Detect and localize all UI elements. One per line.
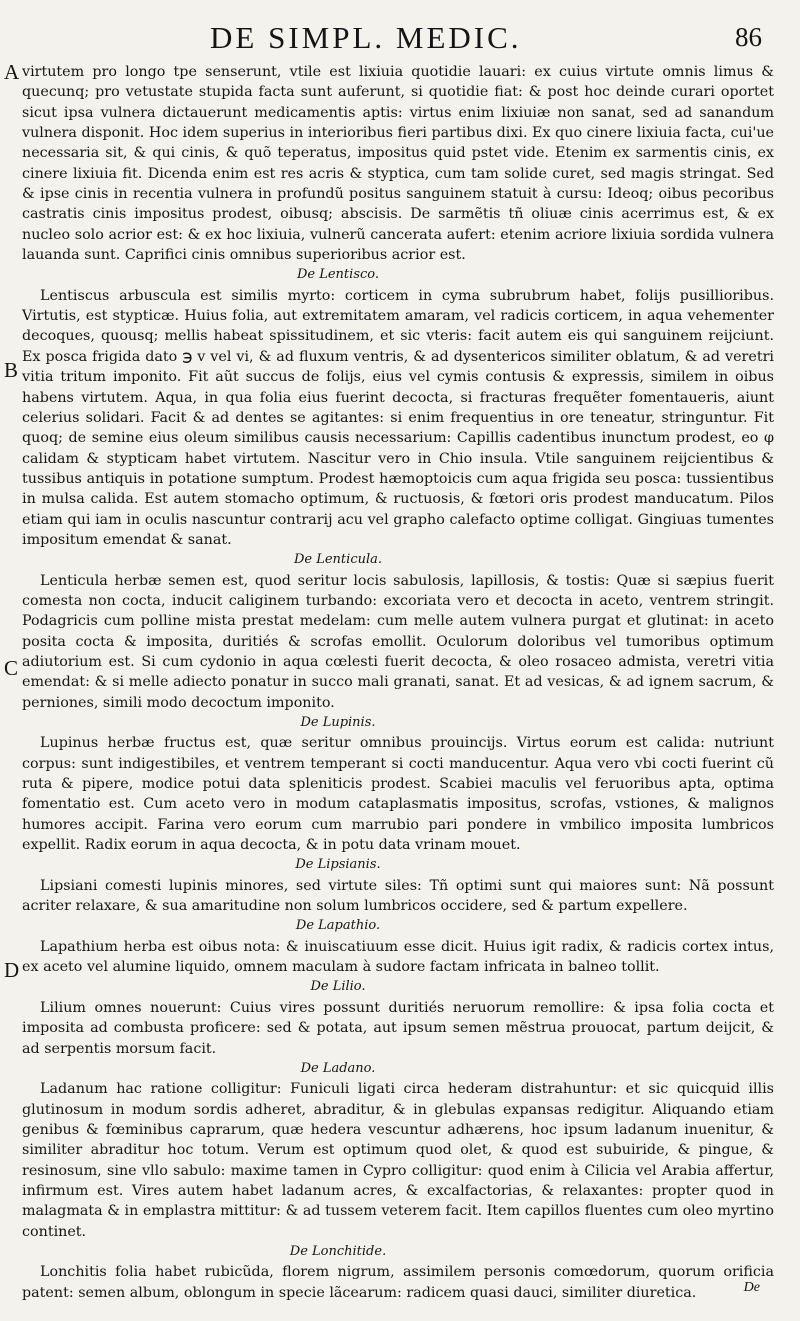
entry-lupinis xyxy=(22,713,774,855)
entry-lenticula xyxy=(22,550,774,713)
entry-heading: De Lipsianis. xyxy=(295,857,381,873)
entry-text: Lentiscus arbuscula est similis myrto: corticem in cyma subrubrum habet, folijs pusillioribus. Virtutis, est stypticæ. Huius folia, aut extremitatem amaram, vel radicis corticem, in aqua vehementer decoques, quousq; mellis habeat spissitudinem, et sic vteris: facit autem eis qui sanguinem reijciunt. Ex posca frigida dato ℈ v vel vi, & ad fluxum ventris, & ad dysentericos similiter oblatum, & ad veretri vitia tritum imponito. Fit aũt succus de folijs, eius vel cymis contusis & expressis, similem in oibus habens virtutem. Aqua, in qua folia eius fuerint decocta, si fracturas frequẽter fomentaueris, aiunt celerius solidari. Facit & ad dentes se agitantes: si enim frequentius in ore teneatur, stringuntur. Fit quoq; de semine eius oleum similibus causis necessarium: Capillis cadentibus inunctum prodest, eo φ calidam & stypticam habet virtutem. Nascitur vero in Chio insula. Vtile sanguinem reijcientibus & tussibus antiquis in potatione sumptum. Prodest hæmoptoicis cum aqua frigida seu posca: tussientibus in mulsa calida. Est autem stomacho optimum, & ructuosis, & fœtori oris prodest manducatum. Pilos etiam qui iam in oculis nascuntur contrarij acu vel grapho calefacto optime colligat. Gingiuas tumentes impositum emendat & sanat. xyxy=(22,287,774,548)
entry-lonchitide xyxy=(22,1242,774,1303)
entry-text: Lenticula herbæ semen est, quod seritur locis sabulosis, lapillosis, & tostis: Quæ si sæpius fuerit comesta non cocta, inducit caliginem turbando: excoriata vero et decocta in aceto, ventrem stringit. Podagricis cum polline mista prestat medelam: cum melle autem vulnera purgat et glutinat: in aceto posita cocta & imposita, duritiés & scrofas emollit. Oculorum doloribus vel tumoribus optimum adiutorium est. Si cum cydonio in aqua cœlesti fuerit decocta, & oleo rosaceo admista, veretri vitia emendat: & si melle adiecto ponatur in succo mali granati, sanat. Et ad vesicas, & ad ignem sacrum, & perniones, simili modo decoctum imponito. xyxy=(22,572,774,711)
entry-text: Lupinus herbæ fructus est, quæ seritur omnibus prouincijs. Virtus eorum est calida: nutriunt corpus: sunt indigestibiles, et ventrem temperant si cocti manducentur. Aqua vero vbi cocti fuerint cũ ruta & pipere, modice potui data spleniticis prodest. Scabiei maculis vel feruoribus apta, optima fomentatio est. Cum aceto vero in modum cataplasmatis impositus, scrofas, vstiones, & malignos humores accipit. Farina vero eorum cum marrubio pari pondere in vmbilico imposita lumbricos expellit. Radix eorum in aqua decocta, & in potu data vrinam mouet. xyxy=(22,735,774,854)
catchword: De xyxy=(743,1280,760,1295)
entry-heading: De Lilio. xyxy=(310,979,366,995)
entry-lilio xyxy=(22,977,774,1058)
margin-letter-a: A xyxy=(4,60,20,84)
entry-ladano xyxy=(22,1059,774,1242)
entry-heading: De Lenticula. xyxy=(293,552,383,568)
entry-text: virtutem pro longo tpe senserunt, vtile est lixiuia quotidie lauari: ex cuius virtute omnis limus & quecunq; pro vetustate stupida facta sunt auferunt, si quotidie fiat: & post hoc deinde curari oportet sicut ipsa vulnera dictauerunt medicamentis aptis: virtus enim lixiuiæ non sanat, sed ad sanandum vulnera disponit. Hoc idem superius in interioribus fieri partibus dixi. Ex quo cinere lixiuia facta, cui'ue necessaria sit, & qui cinis, & quõ teperatus, impositus quid pstet vide. Etenim ex sarmentis cinis, ex cinere lixiuia fit. Dicenda enim est res acris & styptica, cum tam solide curet, sed magis stringat. Sed & ipse cinis in recentia vulnera in profundũ positus sanguinem statuit à cursu: Ideoq; oibus pecoribus castratis cinis impositus prodest, oibusq; abscisis. De sarmẽtis tñ oliuæ cinis acerrimus est, & ex nucleo solo acrior est: & ex hoc lixiuia, vulnerũ cancerata aufert: etenim acriore lixiuia sordida vulnera lauanda sunt. Caprifici cinis omnibus superioribus acrior est. xyxy=(22,64,774,264)
entry-continuation xyxy=(22,62,774,265)
margin-letter-c: C xyxy=(4,656,19,680)
margin-letter-b: B xyxy=(4,358,19,382)
entry-lentiscus xyxy=(22,265,774,550)
entry-heading: De Lentisco. xyxy=(296,267,379,283)
margin-letter-d: D xyxy=(4,958,20,982)
entry-lapathio xyxy=(22,916,774,977)
entry-heading: De Lapathio. xyxy=(295,918,381,934)
entry-text: Lipsiani comesti lupinis minores, sed virtute siles: Tñ optimi sunt qui maiores sunt: Nã possunt acriter relaxare, & sua amaritudine non solum lumbricos occidere, sed & partum expellere. xyxy=(22,877,774,915)
entry-text: Ladanum hac ratione colligitur: Funiculi ligati circa hederam distrahuntur: et sic quicquid illis glutinosum in modum sordis adheret, abraditur, & in glebulas expansas redigitur. Aliquando etiam genibus & fœminibus caprarum, quæ hedera vescuntur adhærens, hoc ipsum ladanum inuenitur, & similiter abraditur hoc totum. Verum est optimum quod olet, & quod est subuiride, & pingue, & resinosum, sine vllo sabulo: maxime tamen in Cypro colligitur: quod enim à Cilicia vel Arabia affertur, infirmum est. Vires autem habet ladanum acres, & excalfactorias, & relaxantes: propter quod in malagmata & in emplastra mittitur: & ad tussem veterem facit. Item capillos fluentes cum oleo myrtino continet. xyxy=(22,1081,774,1240)
entry-heading: De Lonchitide. xyxy=(289,1243,387,1259)
main-text xyxy=(22,62,774,1303)
running-head xyxy=(0,18,800,58)
entry-text: Lilium omnes nouerunt: Cuius vires possunt duritiés neruorum remollire: & ipsa folia cocta et imposita ad combusta proficere: sed & potata, aut ipsum semen mẽstrua prouocat, partum deijcit, & ad serpentis morsum facit. xyxy=(22,999,774,1057)
entry-text: Lonchitis folia habet rubicũda, florem nigrum, assimilem personis comœdorum, quorum orificia patent: semen album, oblongum in specie lãcearum: radicem quasi dauci, similiter diuretica. xyxy=(22,1264,774,1301)
entry-heading: De Ladano. xyxy=(300,1060,376,1076)
entry-heading: De Lupinis. xyxy=(300,715,376,730)
running-title: DE SIMPL. MEDIC. xyxy=(210,20,522,55)
page-number: 86 xyxy=(735,22,762,52)
entry-lipsianis xyxy=(22,855,774,916)
entry-text: Lapathium herba est oibus nota: & inuiscatiuum esse dicit. Huius igit radix, & radicis cortex intus, ex aceto vel alumine liquido, omnem maculam à sudore factam infricata in balneo tollit. xyxy=(22,938,774,976)
